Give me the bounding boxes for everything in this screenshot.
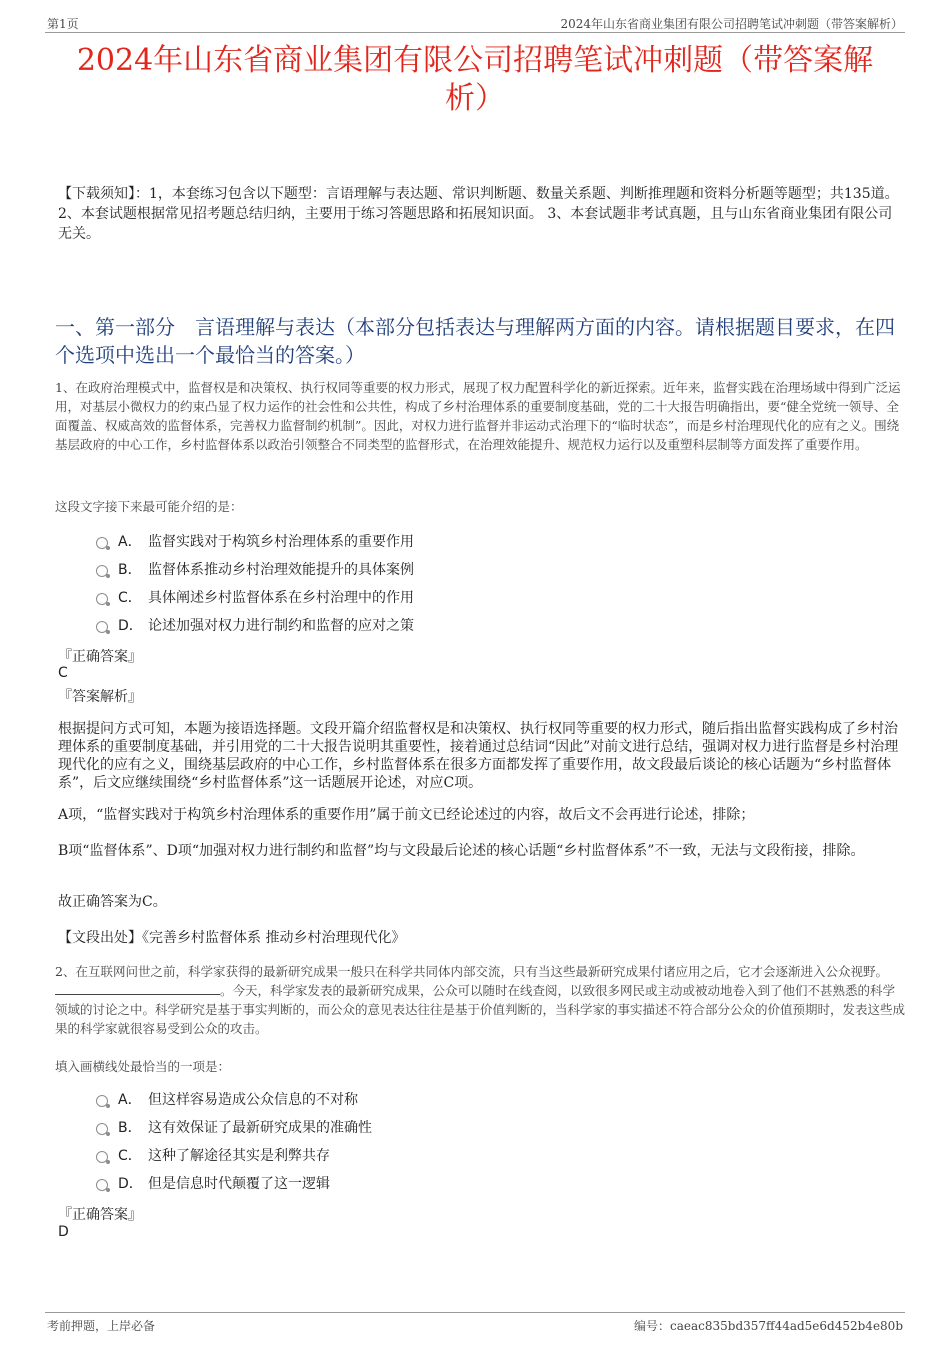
option-d[interactable] (96, 1169, 372, 1197)
header-doc-name: 2024年山东省商业集团有限公司招聘笔试冲刺题（带答案解析） (560, 17, 903, 31)
option-letter: D． (118, 618, 143, 634)
question-2-text-before: 2、在互联网问世之前，科学家获得的最新研究成果一般只在科学共同体内部交流，只有当这些最新研究成果付诸应用之后，它才会逐渐进入公众视野。 (55, 964, 888, 979)
page-header (45, 12, 905, 33)
document-title: 2024年山东省商业集团有限公司招聘笔试冲刺题（带答案解析） (76, 43, 874, 116)
option-text: 监督实践对于构筑乡村治理体系的重要作用 (148, 534, 414, 550)
section-title: 一、第一部分 言语理解与表达（本部分包括表达与理解两方面的内容。请根据题目要求，在四个选项中选出一个最恰当的答案。） (55, 315, 895, 367)
page-number: 第1页 (47, 17, 79, 31)
question-2-prompt: 填入画横线处最恰当的一项是： (55, 1059, 231, 1074)
option-text: 这有效保证了最新研究成果的准确性 (148, 1120, 372, 1136)
correct-answer-label: 『正确答案』 (58, 1207, 142, 1223)
option-letter: A． (118, 1092, 142, 1108)
option-a[interactable] (96, 527, 414, 555)
correct-answer: C (58, 665, 68, 681)
option-letter: C． (118, 590, 142, 606)
question-1-options (96, 527, 414, 639)
option-c[interactable] (96, 583, 414, 611)
option-letter: B． (118, 562, 142, 578)
option-text: 但这样容易造成公众信息的不对称 (148, 1092, 358, 1108)
download-notice: 【下载须知】：1，本套练习包含以下题型：言语理解与表达题、常识判断题、数量关系题、判断推理题和资料分析题等题型；共135道。 2、本套试题根据常见招考题总结归纳，主要用于练习答题思路和拓展知识面。 3、本套试题非考试真题，且与山东省商业集团有限公司无关。 (58, 186, 899, 242)
question-2-text (55, 962, 905, 1038)
question-2-options (96, 1085, 372, 1197)
option-c[interactable] (96, 1141, 372, 1169)
option-text: 这种了解途径其实是利弊共存 (148, 1148, 330, 1164)
analysis-paragraph: B项“监督体系”、D项“加强对权力进行制约和监督”均与文段最后论述的核心话题“乡村监督体系”不一致，无法与文段衔接，排除。 (58, 843, 865, 859)
footer-code: 编号：caeac835bd357ff44ad5e6d452b4e80b (634, 1319, 903, 1333)
question-2-text-after: 。今天，科学家发表的最新研究成果，公众可以随时在线查阅，以致很多网民或主动或被动地卷入到了他们不甚熟悉的科学领域的讨论之中。科学研究是基于事实判断的，而公众的意见表达往往是基于价值判断的，当科学家的事实描述不符合部分公众的价值预期时，发表这些成果的科学家就很容易受到公众的攻击。 (55, 983, 906, 1036)
correct-answer-label: 『正确答案』 (58, 649, 142, 665)
option-text: 监督体系推动乡村治理效能提升的具体案例 (148, 562, 414, 578)
option-text: 具体阐述乡村监督体系在乡村治理中的作用 (148, 590, 414, 606)
analysis-paragraph: 故正确答案为C。 (58, 894, 167, 910)
analysis-label: 『答案解析』 (58, 689, 142, 705)
option-b[interactable] (96, 1113, 372, 1141)
radio-icon[interactable] (96, 1123, 108, 1135)
correct-answer: D (58, 1224, 69, 1240)
page-footer (45, 1312, 905, 1335)
option-b[interactable] (96, 555, 414, 583)
fill-in-blank (55, 982, 220, 995)
radio-icon[interactable] (96, 1151, 108, 1163)
option-a[interactable] (96, 1085, 372, 1113)
radio-icon[interactable] (96, 621, 108, 633)
radio-icon[interactable] (96, 565, 108, 577)
radio-icon[interactable] (96, 1179, 108, 1191)
option-letter: D． (118, 1176, 143, 1192)
footer-slogan: 考前押题，上岸必备 (47, 1319, 156, 1333)
question-1-prompt: 这段文字接下来最可能介绍的是： (55, 499, 243, 514)
option-letter: C． (118, 1148, 142, 1164)
analysis-paragraph: 根据提问方式可知，本题为接语选择题。文段开篇介绍监督权是和决策权、执行权同等重要的权力形式，随后指出监督实践构成了乡村治理体系的重要制度基础，并引用党的二十大报告说明其重要性，接着通过总结词“因此”对前文进行总结，强调对权力进行监督是乡村治理现代化的应有之义，围绕基层政府的中心工作，乡村监督体系在很多方面都发挥了重要作用，故文段最后谈论的核心话题为“乡村监督体系”，后文应继续围绕“乡村监督体系”这一话题展开论述，对应C项。 (58, 721, 899, 791)
option-d[interactable] (96, 611, 414, 639)
radio-icon[interactable] (96, 1095, 108, 1107)
source-citation: 【文段出处】《完善乡村监督体系 推动乡村治理现代化》 (58, 930, 406, 946)
option-text: 但是信息时代颠覆了这一逻辑 (148, 1176, 330, 1192)
analysis-paragraph: A项，“监督实践对于构筑乡村治理体系的重要作用”属于前文已经论述过的内容，故后文不会再进行论述，排除； (58, 807, 755, 823)
option-text: 论述加强对权力进行制约和监督的应对之策 (148, 618, 414, 634)
radio-icon[interactable] (96, 537, 108, 549)
question-1-text: 1、在政府治理模式中，监督权是和决策权、执行权同等重要的权力形式，展现了权力配置科学化的新近探索。近年来，监督实践在治理场域中得到广泛运用，对基层小微权力的约束凸显了权力运作的社会性和公共性，构成了乡村治理体系的重要制度基础，党的二十大报告明确指出，要“健全党统一领导、全面覆盖、权威高效的监督体系，完善权力监督制约机制”。因此，对权力进行监督并非运动式治理下的“临时状态”，而是乡村治理现代化的应有之义。围绕基层政府的中心工作，乡村监督体系以政治引领整合不同类型的监督形式，在治理效能提升、规范权力运行以及重塑科层制等方面发挥了重要作用。 (55, 380, 901, 452)
option-letter: A． (118, 534, 142, 550)
radio-icon[interactable] (96, 593, 108, 605)
option-letter: B． (118, 1120, 142, 1136)
